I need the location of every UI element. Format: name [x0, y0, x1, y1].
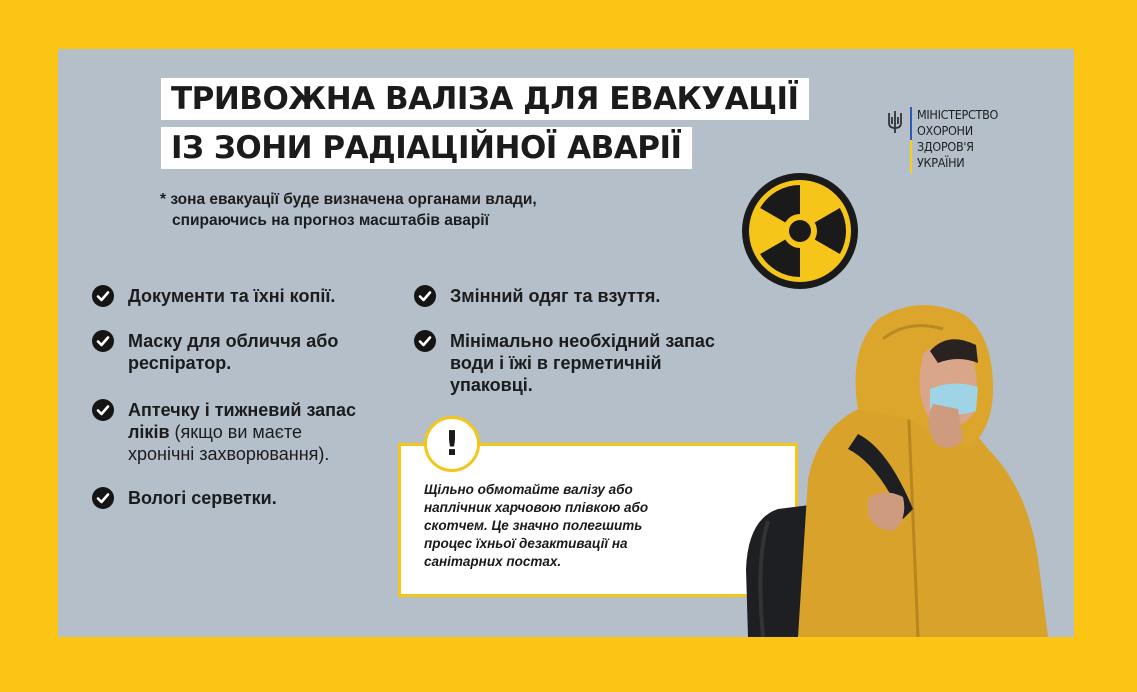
item-text-line-1: Маску для обличчя або — [128, 331, 339, 351]
warning-line-3: скотчем. Це значно полегшить — [424, 518, 643, 533]
checklist-item-wipes — [92, 487, 277, 509]
note-line-2: спираючись на прогноз масштабів аварії — [172, 212, 489, 229]
warning-line-1: Щільно обмотайте валізу або — [424, 482, 633, 497]
item-text-line-3: упаковці. — [450, 375, 533, 395]
check-icon — [414, 330, 436, 352]
item-text-line-2: води і їжі в герметичній — [450, 353, 662, 373]
check-icon — [92, 330, 114, 352]
item-text — [128, 330, 338, 374]
check-icon — [92, 285, 114, 307]
ministry-name-line-1: МІНІСТЕРСТВО — [917, 107, 999, 122]
checklist-item-first-aid — [92, 399, 356, 465]
exclamation-icon: ! — [424, 416, 480, 472]
item-text-bold: ліків — [128, 422, 170, 442]
infographic-card — [58, 49, 1074, 637]
item-text-line-1: Мінімально необхідний запас — [450, 331, 715, 351]
evacuation-zone-note — [160, 189, 640, 231]
item-text — [450, 330, 715, 396]
note-line-1: * зона евакуації буде визначена органами влади, — [160, 191, 537, 208]
item-text-line-1: Аптечку і тижневий запас — [128, 400, 357, 420]
item-text: Змінний одяг та взуття. — [450, 286, 661, 306]
item-text-line-2: респіратор. — [128, 353, 232, 373]
warning-line-5: санітарних постах. — [424, 554, 562, 569]
checklist-item-documents — [92, 285, 335, 307]
warning-text — [424, 481, 724, 571]
ministry-name — [917, 107, 998, 171]
ministry-logo — [886, 107, 998, 173]
title-line-2: ІЗ ЗОНИ РАДІАЦІЙНОЇ АВАРІЇ — [161, 127, 692, 169]
item-text-line-3: хронічні захворювання). — [128, 444, 330, 464]
check-icon — [414, 285, 436, 307]
checklist-item-clothes — [414, 285, 660, 307]
title-line-1: ТРИВОЖНА ВАЛІЗА ДЛЯ ЕВАКУАЦІЇ — [161, 78, 809, 120]
trident-icon — [886, 110, 904, 134]
warning-line-4: процес їхньої дезактивації на — [424, 536, 628, 551]
logo-divider — [910, 107, 912, 173]
item-text: Вологі серветки. — [128, 488, 277, 508]
ministry-name-line-2: ОХОРОНИ — [917, 123, 973, 138]
ministry-name-line-3: ЗДОРОВ'Я — [917, 139, 974, 154]
item-text — [128, 399, 356, 465]
warning-line-2: наплічник харчовою плівкою або — [424, 500, 649, 515]
checklist-item-food-water — [414, 330, 715, 396]
check-icon — [92, 487, 114, 509]
person-with-backpack-illustration — [708, 259, 1074, 637]
ministry-name-line-4: УКРАЇНИ — [917, 155, 965, 170]
item-text-light: (якщо ви маєте — [169, 422, 302, 442]
item-text: Документи та їхні копії. — [128, 286, 336, 306]
checklist-item-mask — [92, 330, 338, 374]
check-icon — [92, 399, 114, 421]
